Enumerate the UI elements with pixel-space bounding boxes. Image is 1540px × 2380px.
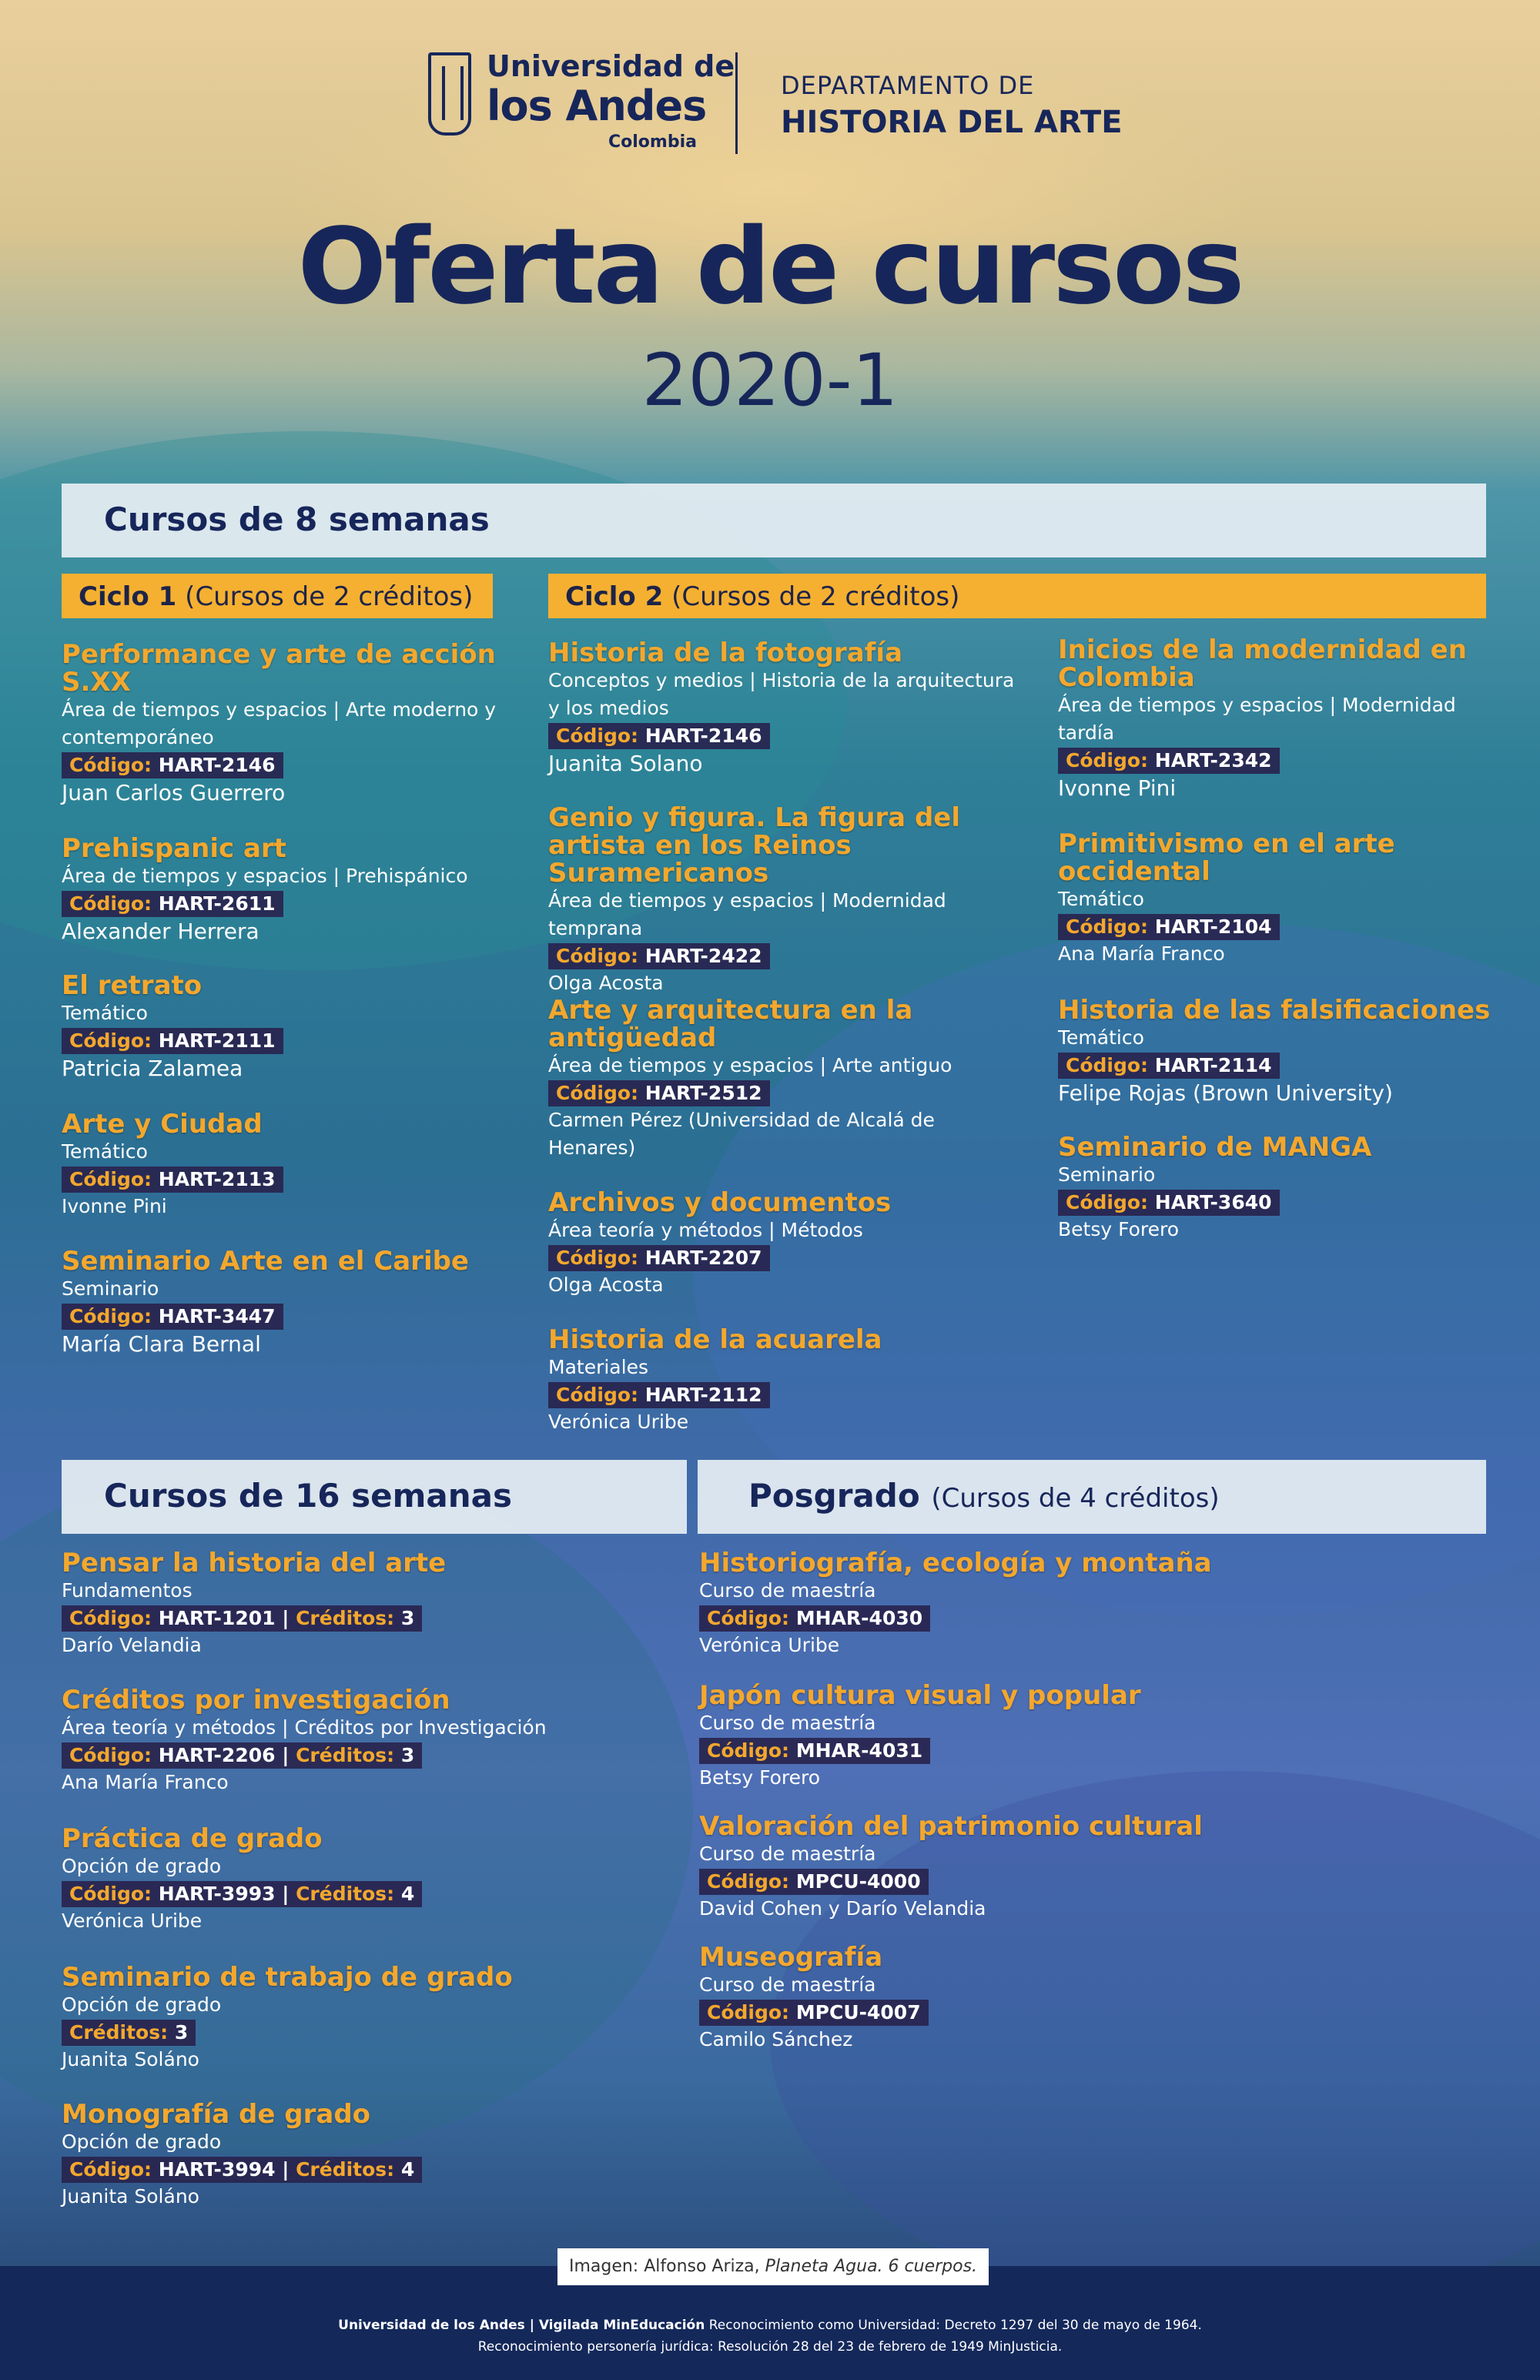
course-area: Curso de maestría — [699, 1973, 876, 1996]
code-value: HART-2207 — [644, 1247, 762, 1269]
course-item — [62, 1825, 678, 1935]
code-value: HART-3447 — [158, 1305, 276, 1327]
course-title: Práctica de grado — [62, 1823, 323, 1854]
course-area: Temático — [1058, 1026, 1144, 1049]
section-detail: (Cursos de 4 créditos) — [931, 1483, 1220, 1514]
course-area: Opción de grado — [62, 1855, 222, 1877]
course-area: Opción de grado — [62, 1993, 222, 2016]
course-code-badge — [548, 723, 770, 749]
course-area: Área teoría y métodos | Métodos — [548, 1219, 863, 1241]
course-item — [62, 972, 500, 1083]
course-professor: Patricia Zalamea — [62, 1056, 243, 1081]
course-title: Créditos por investigación — [62, 1685, 450, 1716]
course-area: Temático — [62, 1002, 148, 1024]
cycle-label: Ciclo 1 — [79, 581, 177, 612]
cycle-detail: (Cursos de 2 créditos) — [671, 581, 960, 612]
code-label: Código: — [69, 892, 152, 915]
course-item — [1058, 636, 1486, 803]
course-code-badge: Código: HART-2206 | Créditos: 3 — [62, 1742, 422, 1769]
course-item — [548, 639, 1026, 778]
course-code-badge — [699, 1605, 930, 1632]
credits-label: Créditos: — [296, 2158, 395, 2181]
course-professor: Olga Acosta — [548, 1274, 664, 1296]
footer-line1 — [0, 2318, 1540, 2333]
cycle-2-header — [548, 574, 1486, 618]
course-code-badge — [62, 891, 283, 917]
course-item — [548, 1189, 1010, 1299]
course-area: Seminario — [1058, 1163, 1156, 1186]
course-area: Fundamentos — [62, 1579, 192, 1602]
code-label: Código: — [556, 1082, 639, 1104]
course-code-badge — [548, 1382, 770, 1408]
code-value: HART-2512 — [644, 1082, 762, 1104]
course-title: Seminario de MANGA — [1058, 1132, 1372, 1163]
code-label: Código: — [556, 1384, 639, 1406]
course-code-badge — [548, 1245, 770, 1271]
course-item — [62, 835, 500, 946]
page-title: Oferta de cursos — [297, 206, 1243, 328]
code-value: HART-3993 — [158, 1883, 276, 1905]
course-code-badge — [548, 943, 770, 969]
course-professor: Camilo Sánchez — [699, 2028, 853, 2050]
course-area: Área de tiempos y espacios | Arte moderno y contemporáneo — [62, 698, 497, 748]
course-item — [62, 641, 500, 808]
cycle-label: Ciclo 2 — [565, 581, 664, 612]
course-code-badge — [62, 1167, 283, 1193]
credits-label: Créditos: — [296, 1607, 395, 1629]
code-label: Código: — [556, 1247, 639, 1269]
course-area: Área de tiempos y espacios | Modernidad tardía — [1058, 694, 1456, 744]
course-code-badge: Código: HART-3994 | Créditos: 4 — [62, 2157, 422, 2183]
section-title: Posgrado — [748, 1477, 920, 1515]
code-label: Código: — [69, 1029, 152, 1052]
course-item — [699, 1943, 1469, 2054]
course-code-badge — [1058, 1190, 1280, 1216]
code-value: HART-2104 — [1154, 916, 1272, 938]
course-professor: Darío Velandia — [62, 1634, 202, 1656]
course-professor: Juan Carlos Guerrero — [62, 780, 286, 805]
department-line1: DEPARTAMENTO DE — [781, 71, 1035, 100]
code-label: Código: — [1066, 1191, 1149, 1213]
section-title: Cursos de 16 semanas — [104, 1477, 512, 1515]
section-header-posgrado — [698, 1460, 1486, 1534]
code-value: HART-2111 — [158, 1029, 276, 1052]
university-name-line2: los Andes — [487, 82, 707, 130]
course-area: Curso de maestría — [699, 1579, 876, 1602]
course-professor: María Clara Bernal — [62, 1331, 261, 1357]
header-divider — [735, 52, 738, 154]
course-title: Monografía de grado — [62, 2099, 371, 2130]
course-code-badge: Código: HART-3993 | Créditos: 4 — [62, 1881, 422, 1907]
course-title: Historia de la fotografía — [548, 638, 903, 668]
code-label: Código: — [707, 1870, 790, 1893]
course-area: Seminario — [62, 1277, 159, 1300]
code-value: HART-2422 — [644, 945, 762, 967]
course-item — [62, 1110, 500, 1220]
course-code-badge — [62, 2020, 196, 2046]
code-value: HART-2146 — [158, 754, 276, 776]
course-code-badge — [1058, 914, 1280, 940]
course-title: Performance y arte de acción S.XX — [62, 639, 496, 698]
code-label: Código: — [69, 1305, 152, 1327]
code-value: HART-2114 — [1154, 1054, 1272, 1076]
code-label: Código: — [69, 754, 152, 776]
course-title: Valoración del patrimonio cultural — [699, 1811, 1203, 1842]
footer-rest: Reconocimiento como Universidad: Decreto 1297 del 30 de mayo de 1964. — [708, 2318, 1202, 2333]
course-item — [548, 996, 987, 1162]
course-item — [548, 804, 1010, 997]
course-item — [62, 1963, 678, 2074]
course-professor: Felipe Rojas (Brown University) — [1058, 1080, 1393, 1106]
course-title: El retrato — [62, 970, 203, 1001]
code-value: MPCU-4000 — [795, 1870, 921, 1893]
course-area: Materiales — [548, 1356, 648, 1378]
code-value: MPCU-4007 — [795, 2001, 921, 2024]
course-code-badge — [699, 2000, 929, 2026]
course-area: Área de tiempos y espacios | Prehispánico — [62, 865, 468, 887]
course-professor: Carmen Pérez (Universidad de Alcalá de Henares) — [548, 1109, 935, 1159]
course-item — [699, 1813, 1469, 1923]
course-area: Área teoría y métodos | Créditos por Investigación — [62, 1716, 547, 1739]
code-label: Código: — [707, 1607, 790, 1629]
course-professor: Ana María Franco — [62, 1771, 229, 1793]
image-credit — [557, 2248, 989, 2285]
code-value: HART-2113 — [158, 1168, 276, 1190]
footer-bold: Universidad de los Andes | Vigilada MinEducación — [338, 2318, 705, 2333]
code-value: HART-2146 — [644, 725, 762, 747]
course-title: Historiografía, ecología y montaña — [699, 1548, 1212, 1578]
section-title: Cursos de 8 semanas — [104, 500, 490, 538]
credits-label: Créditos: — [69, 2021, 169, 2044]
course-title: Japón cultura visual y popular — [699, 1680, 1141, 1711]
credits-value: 4 — [400, 2158, 415, 2181]
course-area: Curso de maestría — [699, 1712, 876, 1734]
code-value: MHAR-4030 — [795, 1607, 923, 1629]
course-item — [699, 1549, 1469, 1659]
course-code-badge — [62, 752, 283, 778]
code-label: Código: — [556, 945, 639, 967]
credits-value: 3 — [174, 2021, 189, 2044]
course-title: Prehispanic art — [62, 833, 286, 864]
code-value: HART-3640 — [1154, 1191, 1272, 1213]
course-professor: Juanita Soláno — [62, 2185, 199, 2208]
code-label: Código: — [69, 1607, 152, 1629]
course-area: Conceptos y medios | Historia de la arquitectura y los medios — [548, 669, 1015, 719]
course-title: Historia de las falsificaciones — [1058, 995, 1491, 1026]
course-code-badge — [62, 1304, 283, 1330]
course-title: Seminario Arte en el Caribe — [62, 1246, 469, 1277]
course-item — [699, 1682, 1469, 1792]
course-item — [62, 1686, 678, 1796]
course-professor: Olga Acosta — [548, 972, 664, 994]
code-label: Código: — [69, 1744, 152, 1766]
course-professor: Ivonne Pini — [1058, 775, 1177, 801]
cycle-detail: (Cursos de 2 créditos) — [185, 581, 474, 612]
code-value: HART-2611 — [158, 892, 276, 915]
course-title: Historia de la acuarela — [548, 1324, 882, 1355]
credits-value: 4 — [400, 1883, 415, 1905]
course-code-badge — [699, 1869, 929, 1895]
course-professor: Betsy Forero — [699, 1766, 821, 1789]
course-title: Primitivismo en el arte occidental — [1058, 828, 1395, 887]
section-header-8-weeks — [62, 484, 1486, 557]
course-item — [1058, 996, 1520, 1108]
course-professor: Ivonne Pini — [62, 1195, 167, 1217]
course-area: Temático — [1058, 888, 1144, 910]
course-professor: Betsy Forero — [1058, 1218, 1180, 1240]
university-country: Colombia — [608, 132, 697, 152]
credit-prefix: Imagen: Alfonso Ariza, — [568, 2257, 760, 2276]
course-item — [62, 1549, 678, 1659]
course-code-badge: Código: HART-1201 | Créditos: 3 — [62, 1605, 422, 1632]
course-professor: David Cohen y Darío Velandia — [699, 1897, 986, 1920]
course-professor: Verónica Uribe — [62, 1910, 203, 1932]
university-logo-icon — [428, 52, 471, 136]
credits-label: Créditos: — [296, 1744, 395, 1766]
code-value: HART-2112 — [644, 1384, 762, 1406]
course-title: Inicios de la modernidad en Colombia — [1058, 634, 1467, 693]
course-professor: Verónica Uribe — [699, 1634, 840, 1656]
university-name-line1: Universidad de — [487, 49, 735, 83]
course-item — [62, 1247, 500, 1359]
course-item — [548, 1326, 1010, 1436]
page-subtitle: 2020-1 — [641, 339, 899, 423]
code-value: MHAR-4031 — [795, 1739, 923, 1762]
code-label: Código: — [707, 1739, 790, 1762]
code-label: Código: — [707, 2001, 790, 2024]
course-code-badge — [1058, 748, 1280, 774]
code-label: Código: — [1066, 749, 1149, 772]
course-area: Curso de maestría — [699, 1843, 876, 1865]
cycle-1-header — [62, 574, 493, 618]
course-area: Área de tiempos y espacios | Arte antiguo — [548, 1054, 952, 1076]
credit-work: Planeta Agua. 6 cuerpos. — [765, 2257, 978, 2276]
course-item — [62, 2100, 678, 2211]
course-code-badge — [548, 1080, 770, 1106]
course-title: Archivos y documentos — [548, 1187, 892, 1218]
course-item — [1058, 830, 1486, 968]
credits-value: 3 — [400, 1607, 415, 1629]
section-header-16-weeks — [62, 1460, 687, 1534]
code-label: Código: — [69, 1168, 152, 1190]
course-professor: Alexander Herrera — [62, 919, 259, 944]
department-line2: HISTORIA DEL ARTE — [781, 105, 1123, 140]
code-label: Código: — [1066, 916, 1149, 938]
course-title: Museografía — [699, 1942, 883, 1973]
course-title: Genio y figura. La figura del artista en los Reinos Suramericanos — [548, 802, 961, 889]
code-value: HART-1201 — [158, 1607, 276, 1629]
credits-value: 3 — [400, 1744, 415, 1766]
code-label: Código: — [1066, 1054, 1149, 1076]
course-title: Seminario de trabajo de grado — [62, 1962, 513, 1993]
course-professor: Juanita Soláno — [62, 2048, 199, 2070]
course-code-badge — [1058, 1053, 1280, 1079]
course-professor: Juanita Solano — [548, 751, 703, 776]
course-area: Área de tiempos y espacios | Modernidad temprana — [548, 889, 946, 939]
course-title: Arte y arquitectura en la antigüedad — [548, 995, 913, 1053]
course-item — [1058, 1133, 1486, 1244]
course-professor: Verónica Uribe — [548, 1411, 689, 1433]
footer-line2: Reconocimiento personería jurídica: Resolución 28 del 23 de febrero de 1949 MinJusticia. — [477, 2339, 1063, 2355]
course-title: Arte y Ciudad — [62, 1109, 263, 1140]
course-area: Temático — [62, 1140, 148, 1163]
course-code-badge — [62, 1028, 283, 1054]
course-code-badge — [699, 1738, 930, 1764]
code-value: HART-2342 — [1154, 749, 1272, 772]
code-label: Código: — [69, 2158, 152, 2181]
credits-label: Créditos: — [296, 1883, 395, 1905]
code-value: HART-2206 — [158, 1744, 276, 1766]
course-area: Opción de grado — [62, 2131, 222, 2153]
course-professor: Ana María Franco — [1058, 942, 1225, 965]
course-title: Pensar la historia del arte — [62, 1548, 447, 1578]
code-value: HART-3994 — [158, 2158, 276, 2181]
code-label: Código: — [556, 725, 639, 747]
code-label: Código: — [69, 1883, 152, 1905]
